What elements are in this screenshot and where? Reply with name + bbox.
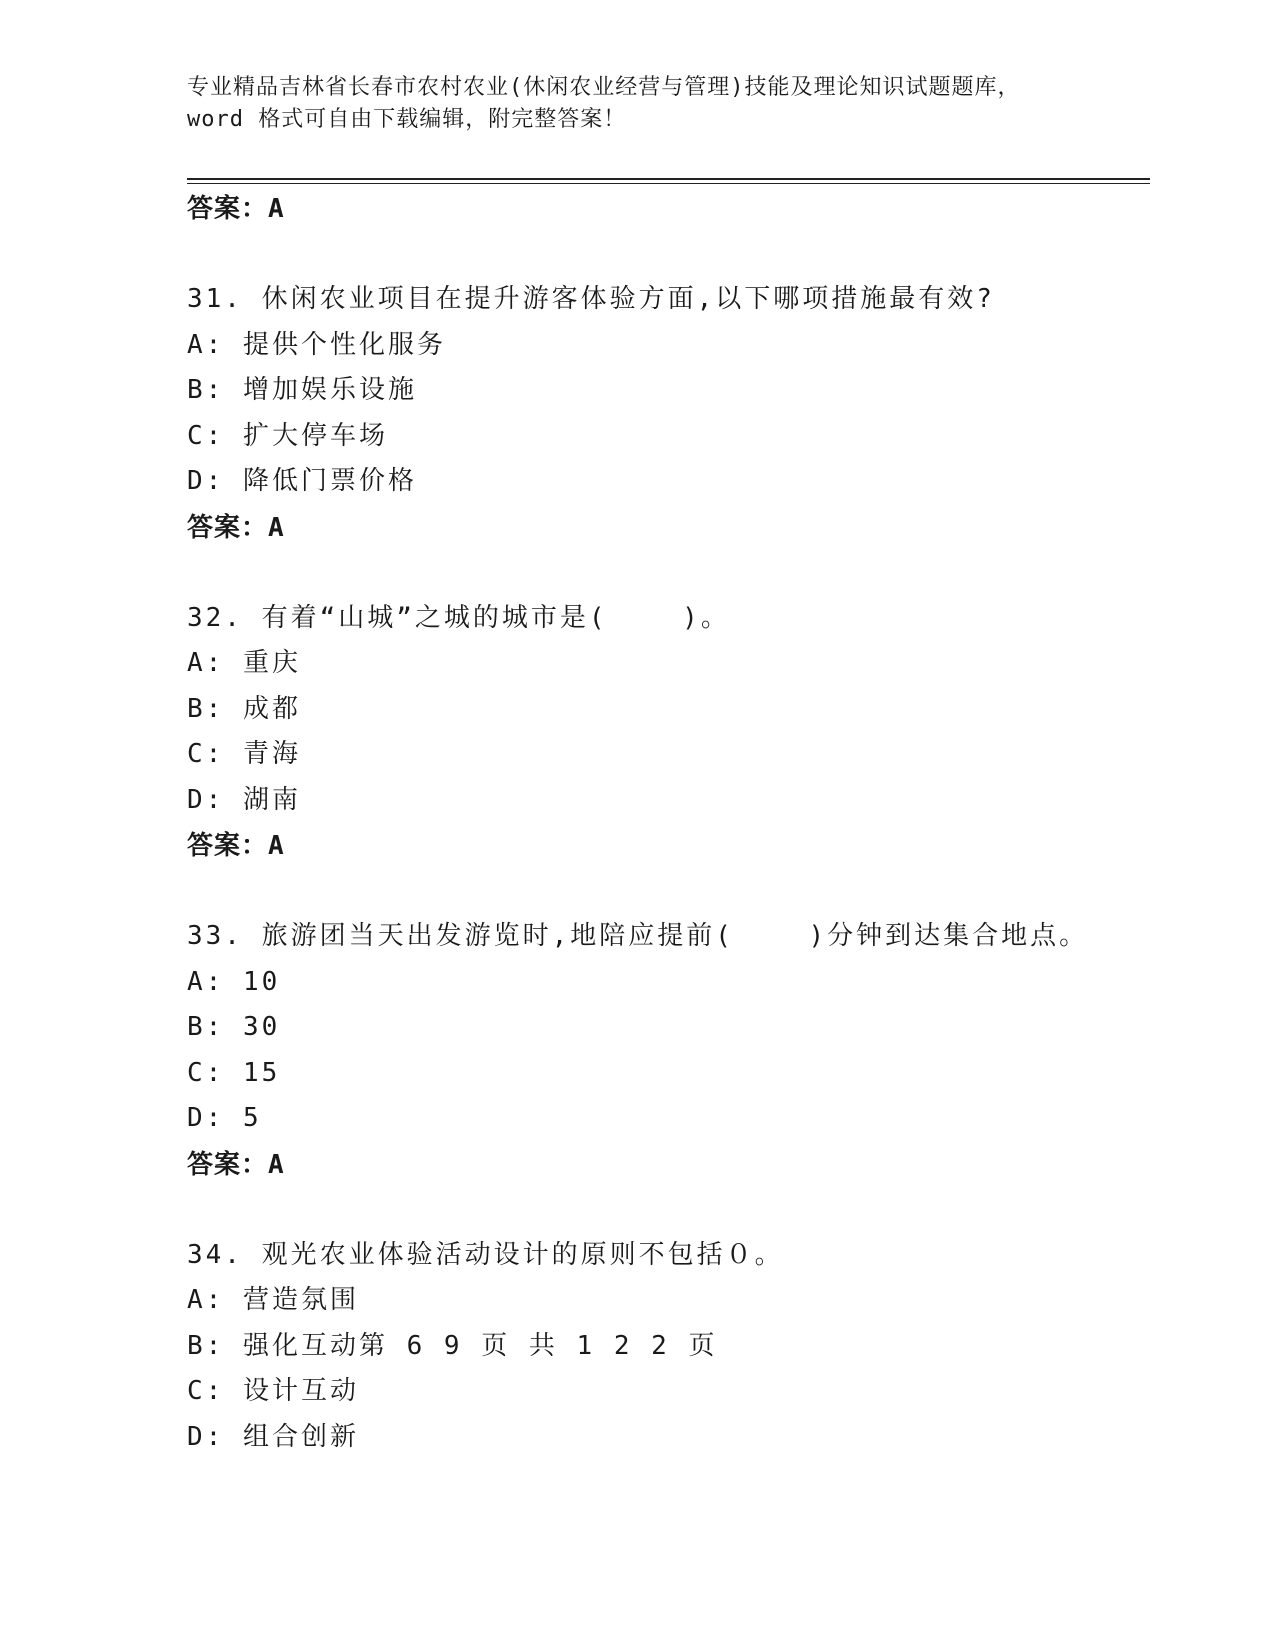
option-a: A: 10 bbox=[187, 966, 281, 997]
option-d: D: 湖南 bbox=[187, 784, 301, 815]
option-c: C: 扩大停车场 bbox=[187, 420, 388, 451]
question-stem: 31. 休闲农业项目在提升游客体验方面,以下哪项措施最有效? bbox=[187, 284, 995, 314]
option-b: B: 成都 bbox=[187, 693, 301, 724]
answer-line: 答案：A bbox=[187, 1149, 285, 1180]
option-a: A: 营造氛围 bbox=[187, 1285, 359, 1315]
option-b: B: 增加娱乐设施 bbox=[187, 375, 417, 405]
question-31 bbox=[187, 277, 1137, 551]
question-stem: 33. 旅游团当天出发游览时,地陪应提前( )分钟到达集合地点。 bbox=[187, 921, 1089, 951]
question-33 bbox=[187, 914, 1137, 1188]
option-d: D: 降低门票价格 bbox=[187, 466, 417, 496]
option-b: B: 30 bbox=[187, 1012, 281, 1042]
answer-line: 答案：A bbox=[187, 512, 285, 543]
option-a: A: 提供个性化服务 bbox=[187, 329, 446, 360]
question-32 bbox=[187, 596, 1137, 870]
question-stem: 34. 观光农业体验活动设计的原则不包括０。 bbox=[187, 1239, 784, 1270]
option-d: D: 组合创新 bbox=[187, 1421, 359, 1452]
option-c: C: 设计互动 bbox=[187, 1376, 359, 1406]
header-line-1: 专业精品吉林省长春市农村农业(休闲农业经营与管理)技能及理论知识试题题库， bbox=[187, 75, 1021, 100]
header-line-2: word 格式可自由下载编辑，附完整答案！ bbox=[187, 107, 627, 132]
question-stem: 32. 有着“山城”之城的城市是( )。 bbox=[187, 602, 730, 633]
document-header bbox=[187, 72, 1087, 136]
option-a: A: 重庆 bbox=[187, 648, 301, 678]
option-c: C: 青海 bbox=[187, 739, 301, 769]
header-rule-thin bbox=[187, 183, 1150, 184]
option-c: C: 15 bbox=[187, 1057, 281, 1088]
option-d: D: 5 bbox=[187, 1103, 262, 1133]
option-b: B: 强化互动第 6 9 页 共 1 2 2 页 bbox=[187, 1330, 718, 1361]
answer-line: 答案：A bbox=[187, 831, 285, 861]
question-34 bbox=[187, 1233, 1137, 1461]
question-list bbox=[187, 186, 1137, 1460]
answer-line: 答案：A bbox=[187, 194, 285, 224]
header-rule-thick bbox=[187, 178, 1150, 180]
